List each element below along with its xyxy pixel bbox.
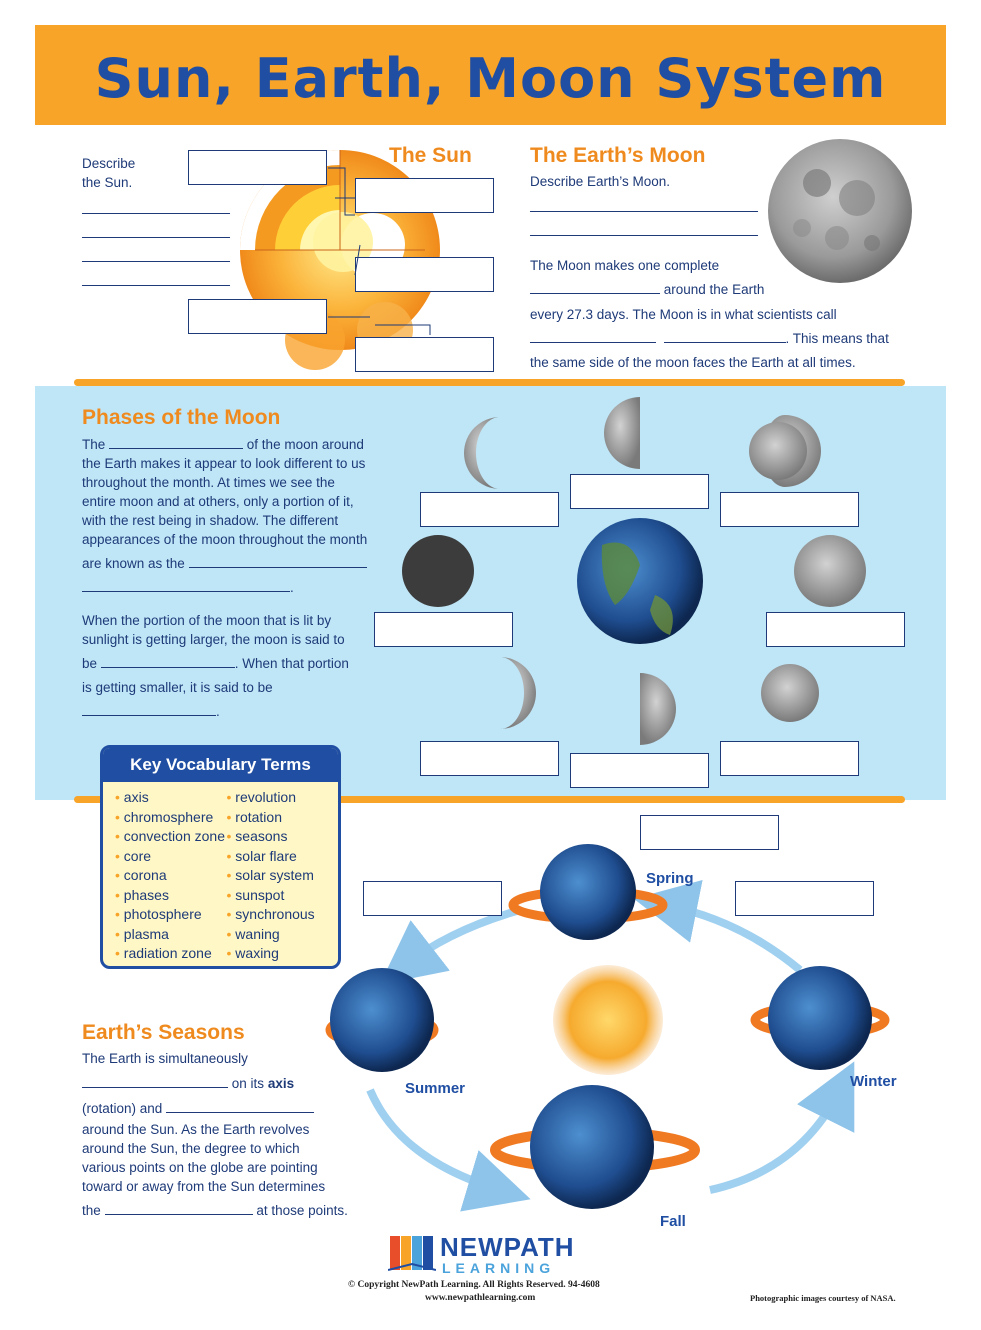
phases-paragraph: The of the moon around the Earth makes it appear to look different to us throughout the month. At times we see the entire moon and at others, only a portion of it, with the rest being in shadow. The different appearances of the moon throughout the month are known as the . When the portion of the moon that is lit by sunlight is getting larger, the moon is said to be . When that portion is getting smaller, it is said to be . [82, 437, 368, 719]
answer-blank[interactable] [189, 554, 367, 568]
waxing-gibbous-moon [749, 422, 807, 480]
sun-leader-lines [320, 160, 440, 360]
moon-prompt: Describe Earth’s Moon. [530, 174, 671, 189]
waning-crescent-moon [500, 657, 536, 729]
vocabulary-title: Key Vocabulary Terms [103, 748, 338, 782]
season-label-box-2[interactable] [363, 881, 502, 916]
phases-title: Phases of the Moon [82, 406, 281, 429]
sun-label-box-4[interactable] [188, 299, 327, 334]
vocab-column-1 [115, 788, 227, 964]
vocab-term: • photosphere [115, 905, 227, 925]
vocab-term: • corona [115, 866, 227, 886]
answer-blank[interactable] [530, 329, 656, 343]
logo-wordmark-top: NEWPATH [440, 1232, 575, 1262]
vocab-term: • rotation [227, 808, 339, 828]
third-quarter-moon [640, 673, 676, 745]
vocab-term: • solar flare [227, 847, 339, 867]
full-moon [794, 535, 866, 607]
answer-line[interactable] [82, 272, 230, 286]
season-label-box-3[interactable] [735, 881, 874, 916]
vocab-term: • solar system [227, 866, 339, 886]
vocab-term: • waxing [227, 944, 339, 964]
moon-answer-lines [530, 198, 758, 236]
phase-label-box-8[interactable] [720, 741, 859, 776]
answer-blank[interactable] [82, 578, 290, 592]
winter-label: Winter [850, 1073, 897, 1090]
vocab-term: • core [115, 847, 227, 867]
earth-winter [768, 966, 872, 1070]
moon-paragraph: The Moon makes one complete around the Earth every 27.3 days. The Moon is in what scientists call . This means that the same side of the moon faces the Earth at all times. [530, 258, 889, 371]
seasons-title: Earth’s Seasons [82, 1021, 245, 1044]
waxing-crescent-moon [464, 417, 500, 489]
vocab-term: • seasons [227, 827, 339, 847]
phase-label-box-4[interactable] [374, 612, 513, 647]
copyright-text: © Copyright NewPath Learning. All Rights Reserved. 94-4608 [348, 1280, 600, 1290]
phase-label-box-5[interactable] [766, 612, 905, 647]
vocab-term: • plasma [115, 925, 227, 945]
answer-blank[interactable] [664, 329, 786, 343]
spring-label: Spring [646, 870, 694, 887]
answer-line[interactable] [530, 222, 758, 236]
divider-top [74, 379, 905, 386]
waning-gibbous-moon [761, 664, 819, 722]
sun-prompt: Describe the Sun. [82, 156, 136, 190]
sun-label-box-1[interactable] [188, 150, 327, 185]
answer-blank[interactable] [109, 435, 243, 449]
answer-line[interactable] [82, 248, 230, 262]
seasons-paragraph: The Earth is simultaneously on its axis (rotation) and around the Sun. As the Earth revolves around the Sun, the degree to which various points on the globe are pointing toward or away from the Sun determines the at those points. [82, 1051, 348, 1218]
vocab-term: • waning [227, 925, 339, 945]
vocabulary-box [100, 745, 341, 969]
answer-blank[interactable] [82, 702, 216, 716]
answer-line[interactable] [82, 224, 230, 238]
website-url[interactable]: www.newpathlearning.com [425, 1293, 536, 1303]
sun-title: The Sun [389, 144, 472, 167]
answer-blank[interactable] [105, 1201, 253, 1215]
phase-label-box-2[interactable] [570, 474, 709, 509]
vocab-term: • chromosphere [115, 808, 227, 828]
phase-label-box-1[interactable] [420, 492, 559, 527]
newpath-logo [388, 1230, 598, 1278]
season-label-box-1[interactable] [640, 815, 779, 850]
answer-line[interactable] [82, 200, 230, 214]
earth-spring [540, 844, 636, 940]
new-moon [402, 535, 474, 607]
vocab-term: • synchronous [227, 905, 339, 925]
vocab-term: • convection zone [115, 827, 227, 847]
phase-label-box-3[interactable] [720, 492, 859, 527]
photo-credit: Photographic images courtesy of NASA. [750, 1293, 896, 1303]
sun-center [553, 965, 663, 1075]
book-icon [388, 1230, 436, 1274]
header-banner [35, 25, 946, 125]
answer-line[interactable] [530, 198, 758, 212]
vocab-term: • radiation zone [115, 944, 227, 964]
vocab-term: • phases [115, 886, 227, 906]
answer-blank[interactable] [166, 1099, 314, 1113]
earth-center [577, 518, 703, 644]
phase-label-box-6[interactable] [420, 741, 559, 776]
first-quarter-moon [604, 397, 640, 469]
moon-phases-diagram [380, 395, 920, 760]
answer-blank[interactable] [530, 280, 660, 294]
answer-blank[interactable] [101, 654, 235, 668]
fall-label: Fall [660, 1213, 686, 1230]
vocab-term: • sunspot [227, 886, 339, 906]
page-title: Sun, Earth, Moon System [94, 47, 887, 110]
logo-wordmark-bottom: LEARNING [442, 1260, 556, 1276]
phase-label-box-7[interactable] [570, 753, 709, 788]
answer-blank[interactable] [82, 1074, 228, 1088]
vocab-term: • axis [115, 788, 227, 808]
earth-fall [530, 1085, 654, 1209]
summer-label: Summer [405, 1080, 466, 1097]
moon-title: The Earth’s Moon [530, 144, 706, 167]
sun-answer-lines [82, 200, 230, 286]
vocab-term: • revolution [227, 788, 339, 808]
